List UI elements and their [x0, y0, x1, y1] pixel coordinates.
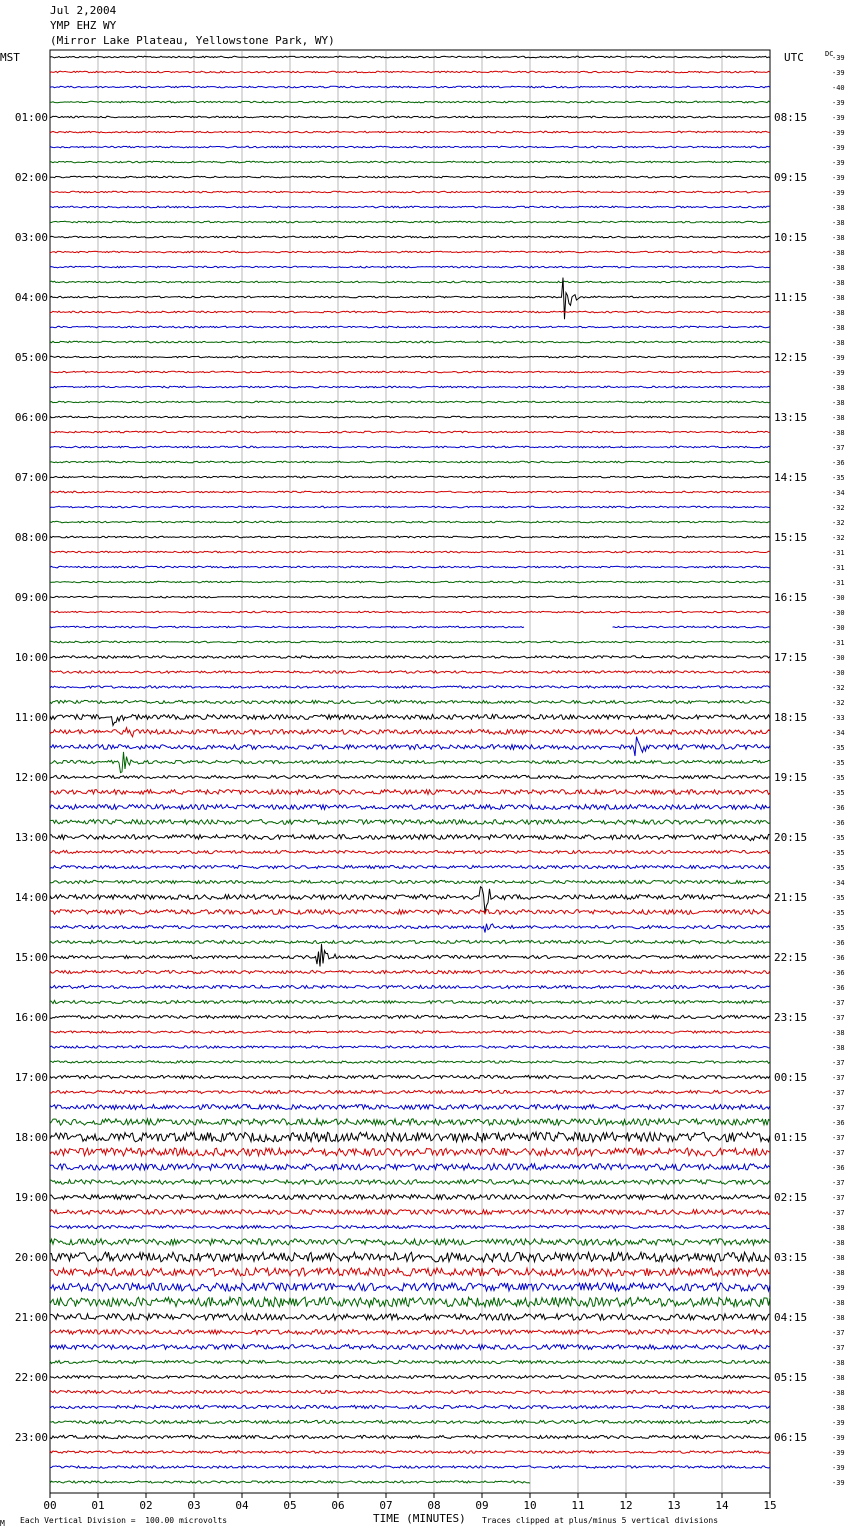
trace-line — [50, 1345, 770, 1350]
trace-line — [50, 1466, 770, 1468]
right-hour-label: 17:15 — [774, 651, 808, 664]
dc-offset-value: -37 — [832, 1104, 845, 1112]
x-tick-label: 01 — [91, 1499, 105, 1512]
trace-line — [50, 281, 770, 283]
trace-line — [50, 326, 770, 328]
dc-offset-value: -38 — [832, 339, 845, 347]
dc-offset-value: -31 — [832, 639, 845, 647]
right-hour-label: 10:15 — [774, 231, 808, 244]
dc-offset-value: -39 — [832, 354, 845, 362]
left-hour-label: 15:00 — [14, 951, 48, 964]
trace-line — [50, 386, 770, 388]
dc-offset-value: -37 — [832, 999, 845, 1007]
trace-line — [50, 656, 770, 658]
x-tick-label: 11 — [571, 1499, 585, 1512]
trace-line — [50, 835, 770, 841]
left-hour-label: 12:00 — [14, 771, 48, 784]
dc-offset-value: -38 — [832, 399, 845, 407]
dc-offset-value: -31 — [832, 564, 845, 572]
dc-offset-value: -38 — [832, 324, 845, 332]
x-tick-label: 00 — [43, 1499, 57, 1512]
trace-line — [50, 1210, 770, 1215]
dc-offset-value: -37 — [832, 1179, 845, 1187]
right-hour-label: 15:15 — [774, 531, 808, 544]
right-hour-label: 00:15 — [774, 1071, 808, 1084]
left-hour-label: 06:00 — [14, 411, 48, 424]
x-tick-label: 15 — [763, 1499, 777, 1512]
trace-line — [50, 924, 770, 933]
dc-offset-value: -38 — [832, 1314, 845, 1322]
dc-offset-value: -35 — [832, 924, 845, 932]
dc-offset-value: -32 — [832, 699, 845, 707]
trace-line — [50, 1314, 770, 1320]
dc-offset-value: -39 — [832, 1449, 845, 1457]
dc-offset-value: -35 — [832, 774, 845, 782]
trace-line — [50, 1119, 770, 1125]
dc-offset-value: -39 — [832, 174, 845, 182]
left-hour-label: 21:00 — [14, 1311, 48, 1324]
trace-line — [50, 101, 770, 103]
dc-offset-value: -31 — [832, 549, 845, 557]
dc-offset-value: -38 — [832, 1299, 845, 1307]
dc-offset-value: -31 — [832, 579, 845, 587]
dc-offset-value: -39 — [832, 1434, 845, 1442]
dc-offset-value: -35 — [832, 759, 845, 767]
left-hour-label: 09:00 — [14, 591, 48, 604]
trace-line — [50, 206, 770, 208]
trace-line — [50, 887, 770, 913]
trace-line — [50, 940, 770, 943]
dc-offset-value: -39 — [832, 369, 845, 377]
left-hour-label: 02:00 — [14, 171, 48, 184]
trace-line — [50, 1075, 770, 1078]
dc-offset-value: -35 — [832, 894, 845, 902]
right-hour-label: 05:15 — [774, 1371, 808, 1384]
trace-line — [50, 700, 770, 703]
trace-line — [50, 1390, 770, 1393]
trace-line — [50, 251, 770, 253]
right-hour-label: 19:15 — [774, 771, 808, 784]
trace-line — [50, 566, 770, 568]
station-code: YMP EHZ WY — [50, 19, 117, 32]
trace-line — [50, 536, 770, 538]
dc-offset-value: -36 — [832, 984, 845, 992]
trace-line — [50, 1132, 770, 1142]
dc-offset-value: -39 — [832, 114, 845, 122]
dc-offset-value: -39 — [832, 1284, 845, 1292]
left-hour-label: 20:00 — [14, 1251, 48, 1264]
trace-line — [50, 880, 770, 883]
trace-line — [50, 596, 770, 598]
trace-line — [50, 752, 770, 773]
dc-offset-value: -39 — [832, 189, 845, 197]
trace-line — [50, 850, 770, 853]
dc-offset-value: -38 — [832, 1404, 845, 1412]
trace-line — [50, 1330, 770, 1335]
dc-offset-value: -37 — [832, 444, 845, 452]
dc-offset-value: -38 — [832, 1389, 845, 1397]
trace-line — [50, 221, 770, 223]
trace-line — [50, 266, 770, 268]
right-timezone: UTC — [784, 51, 804, 64]
dc-offset-value: -38 — [832, 264, 845, 272]
dc-offset-value: -39 — [832, 129, 845, 137]
plot-date: Jul 2,2004 — [50, 4, 117, 17]
trace-line — [50, 311, 770, 313]
trace-line — [50, 1375, 770, 1378]
dc-offset-value: -39 — [832, 99, 845, 107]
dc-offset-value: -30 — [832, 594, 845, 602]
x-tick-label: 02 — [139, 1499, 153, 1512]
trace-line — [50, 401, 770, 403]
dc-offset-value: -37 — [832, 1329, 845, 1337]
trace-line — [50, 686, 770, 688]
trace-line — [50, 1180, 770, 1185]
trace-line — [50, 1090, 770, 1093]
trace-line — [50, 176, 770, 178]
trace-line — [50, 715, 770, 726]
right-hour-label: 21:15 — [774, 891, 808, 904]
right-hour-label: 18:15 — [774, 711, 808, 724]
dc-offset-value: -38 — [832, 1374, 845, 1382]
x-axis-label: TIME (MINUTES) — [373, 1512, 466, 1525]
dc-offset-value: -36 — [832, 1119, 845, 1127]
trace-line — [50, 1000, 770, 1003]
dc-offset-value: -37 — [832, 1014, 845, 1022]
trace-line — [50, 1061, 770, 1063]
dc-offset-value: -39 — [832, 159, 845, 167]
dc-offset-value: -39 — [832, 54, 845, 62]
trace-line — [50, 521, 770, 523]
trace-line — [50, 626, 770, 628]
dc-offset-value: -36 — [832, 939, 845, 947]
trace-line — [50, 131, 770, 133]
dc-offset-value: -35 — [832, 474, 845, 482]
dc-offset-value: -30 — [832, 654, 845, 662]
right-hour-label: 16:15 — [774, 591, 808, 604]
dc-offset-value: -33 — [832, 714, 845, 722]
dc-offset-value: -39 — [832, 144, 845, 152]
dc-offset-value: -32 — [832, 684, 845, 692]
dc-offset-value: -37 — [832, 1059, 845, 1067]
trace-line — [50, 1105, 770, 1110]
dc-offset-value: -38 — [832, 234, 845, 242]
left-hour-label: 16:00 — [14, 1011, 48, 1024]
left-hour-label: 22:00 — [14, 1371, 48, 1384]
dc-offset-value: -32 — [832, 504, 845, 512]
left-hour-label: 13:00 — [14, 831, 48, 844]
dc-offset-value: -39 — [832, 69, 845, 77]
x-tick-label: 09 — [475, 1499, 489, 1512]
x-tick-label: 14 — [715, 1499, 729, 1512]
dc-offset-value: -38 — [832, 1269, 845, 1277]
left-hour-label: 17:00 — [14, 1071, 48, 1084]
trace-line — [50, 1268, 770, 1276]
left-hour-label: 18:00 — [14, 1131, 48, 1144]
trace-line — [50, 1195, 770, 1200]
dc-offset-value: -38 — [832, 249, 845, 257]
right-hour-label: 13:15 — [774, 411, 808, 424]
dc-offset-value: -39 — [832, 1479, 845, 1487]
trace-line — [50, 71, 770, 73]
left-hour-label: 04:00 — [14, 291, 48, 304]
dc-offset-value: -38 — [832, 384, 845, 392]
right-hour-label: 20:15 — [774, 831, 808, 844]
trace-line — [50, 641, 770, 643]
trace-line — [50, 416, 770, 418]
trace-line — [50, 476, 770, 478]
dc-offset-value: -36 — [832, 969, 845, 977]
trace-line — [50, 506, 770, 508]
x-tick-label: 08 — [427, 1499, 441, 1512]
left-hour-label: 08:00 — [14, 531, 48, 544]
dc-offset-value: -38 — [832, 279, 845, 287]
trace-line — [50, 1252, 770, 1262]
dc-offset-value: -32 — [832, 534, 845, 542]
trace-line — [50, 446, 770, 448]
trace-line — [50, 1283, 770, 1291]
trace-line — [50, 1225, 770, 1228]
x-tick-label: 10 — [523, 1499, 537, 1512]
trace-line — [50, 1046, 770, 1048]
trace-line — [50, 671, 770, 673]
left-hour-label: 05:00 — [14, 351, 48, 364]
corner-mark: M — [0, 1519, 5, 1528]
dc-offset-value: -38 — [832, 309, 845, 317]
dc-offset-value: -36 — [832, 819, 845, 827]
left-hour-label: 14:00 — [14, 891, 48, 904]
dc-offset-value: -36 — [832, 1164, 845, 1172]
right-hour-label: 03:15 — [774, 1251, 808, 1264]
dc-offset-value: -34 — [832, 729, 845, 737]
trace-line — [50, 728, 770, 737]
trace-line — [50, 1031, 770, 1033]
right-hour-label: 14:15 — [774, 471, 808, 484]
dc-offset-value: -37 — [832, 1344, 845, 1352]
x-tick-label: 07 — [379, 1499, 393, 1512]
left-hour-label: 03:00 — [14, 231, 48, 244]
dc-offset-value: -39 — [832, 1419, 845, 1427]
dc-offset-value: -38 — [832, 1029, 845, 1037]
dc-offset-value: -36 — [832, 954, 845, 962]
trace-line — [50, 236, 770, 238]
x-tick-label: 03 — [187, 1499, 201, 1512]
trace-line — [50, 461, 770, 463]
trace-line — [50, 371, 770, 373]
right-hour-label: 22:15 — [774, 951, 808, 964]
clip-note: Traces clipped at plus/minus 5 vertical divisions — [482, 1516, 719, 1525]
dc-offset-value: -37 — [832, 1209, 845, 1217]
dc-offset-value: -36 — [832, 459, 845, 467]
trace-line — [50, 1405, 770, 1408]
left-timezone: MST — [0, 51, 20, 64]
trace-line — [50, 944, 770, 966]
dc-offset-value: -38 — [832, 429, 845, 437]
dc-offset-value: -37 — [832, 1134, 845, 1142]
left-hour-label: 19:00 — [14, 1191, 48, 1204]
trace-line — [50, 1239, 770, 1245]
trace-line — [50, 1297, 770, 1307]
dc-offset-value: -38 — [832, 1044, 845, 1052]
dc-offset-value: -30 — [832, 624, 845, 632]
trace-line — [50, 146, 770, 148]
dc-offset-value: -38 — [832, 219, 845, 227]
dc-offset-value: -34 — [832, 489, 845, 497]
left-hour-label: 10:00 — [14, 651, 48, 664]
trace-line — [50, 775, 770, 778]
trace-line — [50, 985, 770, 988]
trace-line — [50, 1360, 770, 1363]
right-hour-label: 23:15 — [774, 1011, 808, 1024]
right-hour-label: 06:15 — [774, 1431, 808, 1444]
scale-note: Each Vertical Division = 100.00 microvolts — [20, 1516, 228, 1525]
right-hour-label: 09:15 — [774, 171, 808, 184]
dc-offset-value: -32 — [832, 519, 845, 527]
trace-line — [50, 56, 770, 58]
right-hour-label: 04:15 — [774, 1311, 808, 1324]
right-hour-label: 12:15 — [774, 351, 808, 364]
dc-offset-value: -38 — [832, 1239, 845, 1247]
left-hour-label: 01:00 — [14, 111, 48, 124]
dc-offset-value: -38 — [832, 204, 845, 212]
x-tick-label: 12 — [619, 1499, 633, 1512]
trace-line — [50, 581, 770, 583]
dc-offset-value: -30 — [832, 609, 845, 617]
dc-offset-value: -38 — [832, 1224, 845, 1232]
dc-label: DC — [825, 50, 834, 58]
trace-line — [50, 86, 770, 88]
dc-offset-value: -37 — [832, 1194, 845, 1202]
dc-offset-value: -37 — [832, 1149, 845, 1157]
dc-offset-value: -38 — [832, 1254, 845, 1262]
x-tick-label: 06 — [331, 1499, 345, 1512]
trace-line — [50, 161, 770, 163]
trace-line — [50, 431, 770, 433]
dc-offset-value: -40 — [832, 84, 845, 92]
trace-line — [50, 1164, 770, 1170]
x-tick-label: 04 — [235, 1499, 249, 1512]
trace-line — [50, 1435, 770, 1438]
right-hour-label: 11:15 — [774, 291, 808, 304]
dc-offset-value: -38 — [832, 1359, 845, 1367]
trace-line — [50, 910, 770, 915]
dc-offset-value: -38 — [832, 294, 845, 302]
trace-line — [50, 1015, 770, 1018]
trace-line — [50, 1420, 770, 1423]
trace-line — [50, 191, 770, 193]
trace-line — [50, 1451, 770, 1453]
x-tick-label: 13 — [667, 1499, 681, 1512]
dc-offset-value: -37 — [832, 1089, 845, 1097]
dc-offset-value: -30 — [832, 669, 845, 677]
left-hour-label: 07:00 — [14, 471, 48, 484]
left-hour-label: 11:00 — [14, 711, 48, 724]
trace-line — [50, 341, 770, 343]
dc-offset-value: -38 — [832, 414, 845, 422]
trace-line — [50, 551, 770, 553]
dc-offset-value: -35 — [832, 789, 845, 797]
trace-line — [50, 820, 770, 825]
dc-offset-value: -39 — [832, 1464, 845, 1472]
trace-line — [50, 970, 770, 973]
dc-offset-value: -36 — [832, 804, 845, 812]
right-hour-label: 08:15 — [774, 111, 808, 124]
trace-line — [50, 116, 770, 118]
trace-line — [50, 356, 770, 358]
dc-offset-value: -35 — [832, 834, 845, 842]
dc-offset-value: -34 — [832, 879, 845, 887]
right-hour-label: 02:15 — [774, 1191, 808, 1204]
dc-offset-value: -35 — [832, 864, 845, 872]
dc-offset-value: -35 — [832, 849, 845, 857]
dc-offset-value: -35 — [832, 909, 845, 917]
trace-line — [50, 865, 770, 868]
trace-line — [50, 790, 770, 795]
dc-offset-value: -35 — [832, 744, 845, 752]
left-hour-label: 23:00 — [14, 1431, 48, 1444]
trace-line — [50, 805, 770, 810]
trace-line — [50, 611, 770, 613]
right-hour-label: 01:15 — [774, 1131, 808, 1144]
dc-offset-value: -37 — [832, 1074, 845, 1082]
trace-line — [50, 1148, 770, 1156]
trace-line — [50, 737, 770, 756]
x-tick-label: 05 — [283, 1499, 297, 1512]
trace-line — [50, 491, 770, 493]
station-location: (Mirror Lake Plateau, Yellowstone Park, WY) — [50, 34, 335, 47]
